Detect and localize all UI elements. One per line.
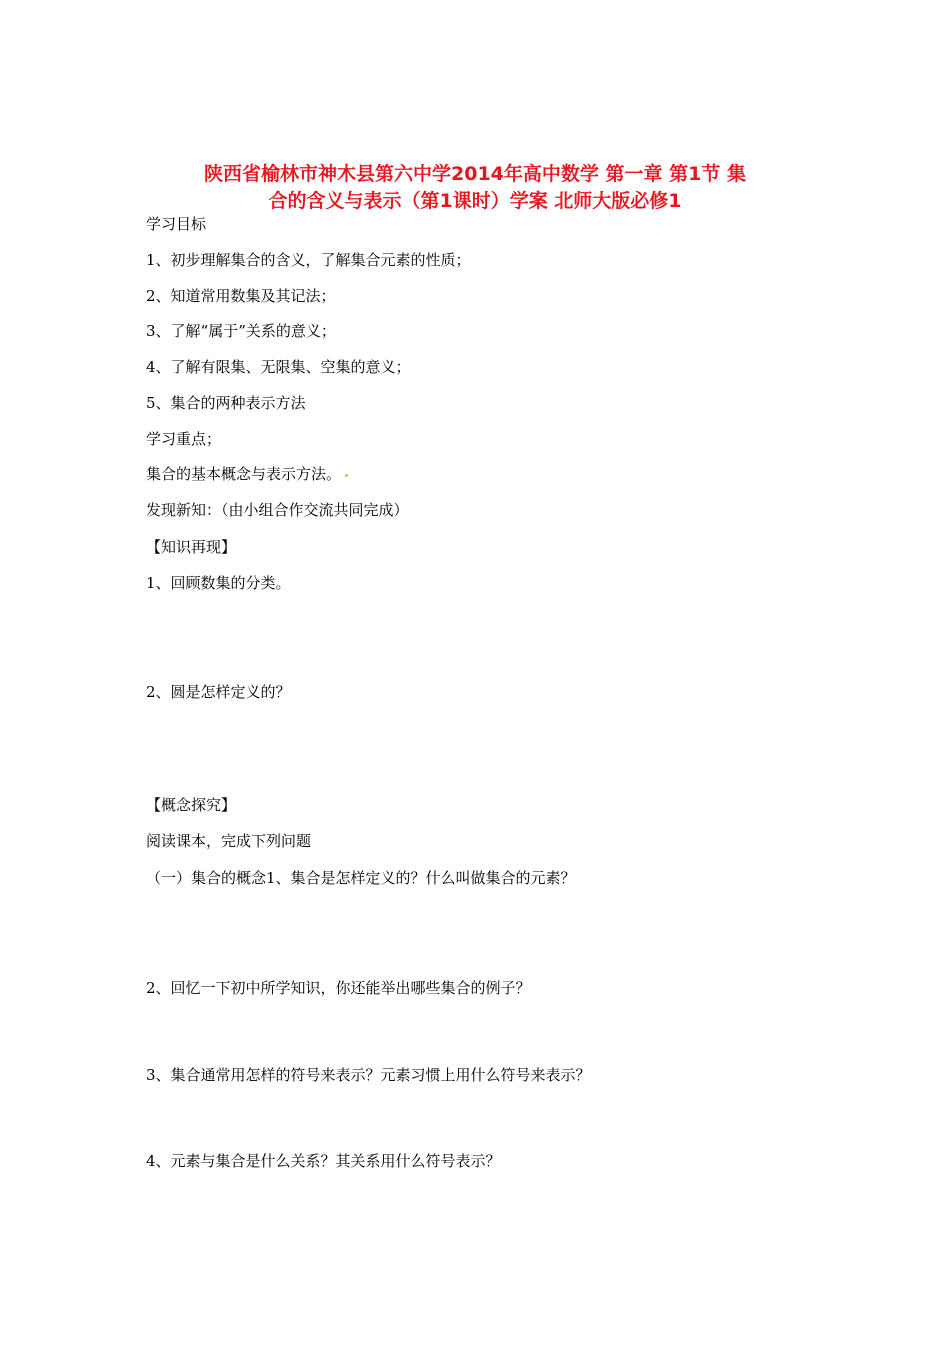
- concept-question-2: 2、回忆一下初中所学知识，你还能举出哪些集合的例子？: [146, 979, 531, 997]
- title-line-2: 合的含义与表示（第1课时）学案 北师大版必修1: [268, 190, 682, 212]
- review-question-2: 2、圆是怎样定义的？: [146, 683, 291, 701]
- discovery-intro: 发现新知：（由小组合作交流共同完成）: [146, 501, 409, 519]
- review-question-1: 1、回顾数集的分类。: [146, 574, 291, 592]
- concept-question-4: 4、元素与集合是什么关系？其关系用什么符号表示？: [146, 1152, 501, 1170]
- stray-dot-mark: [345, 474, 348, 477]
- title-line-1: 陕西省榆林市神木县第六中学2014年高中数学 第一章 第1节 集: [204, 163, 746, 185]
- concept-question-3: 3、集合通常用怎样的符号来表示？元素习惯上用什么符号来表示？: [146, 1066, 591, 1084]
- goal-item-2: 2、知道常用数集及其记法；: [146, 287, 336, 305]
- key-points-text: 集合的基本概念与表示方法。: [146, 463, 348, 485]
- concept-question-1: （一）集合的概念1、集合是怎样定义的？什么叫做集合的元素？: [146, 869, 576, 887]
- reading-instruction: 阅读课本，完成下列问题: [146, 832, 312, 850]
- goal-item-4: 4、了解有限集、无限集、空集的意义；: [146, 358, 411, 376]
- heading-concept-exploration: 【概念探究】: [146, 796, 237, 814]
- heading-learning-goals: 学习目标: [146, 215, 207, 233]
- heading-knowledge-review: 【知识再现】: [146, 538, 237, 556]
- heading-key-points: 学习重点；: [146, 430, 222, 448]
- goal-item-5: 5、集合的两种表示方法: [146, 394, 306, 412]
- goal-item-3: 3、了解“属于”关系的意义；: [146, 322, 336, 340]
- goal-item-1: 1、初步理解集合的含义，了解集合元素的性质；: [146, 251, 471, 269]
